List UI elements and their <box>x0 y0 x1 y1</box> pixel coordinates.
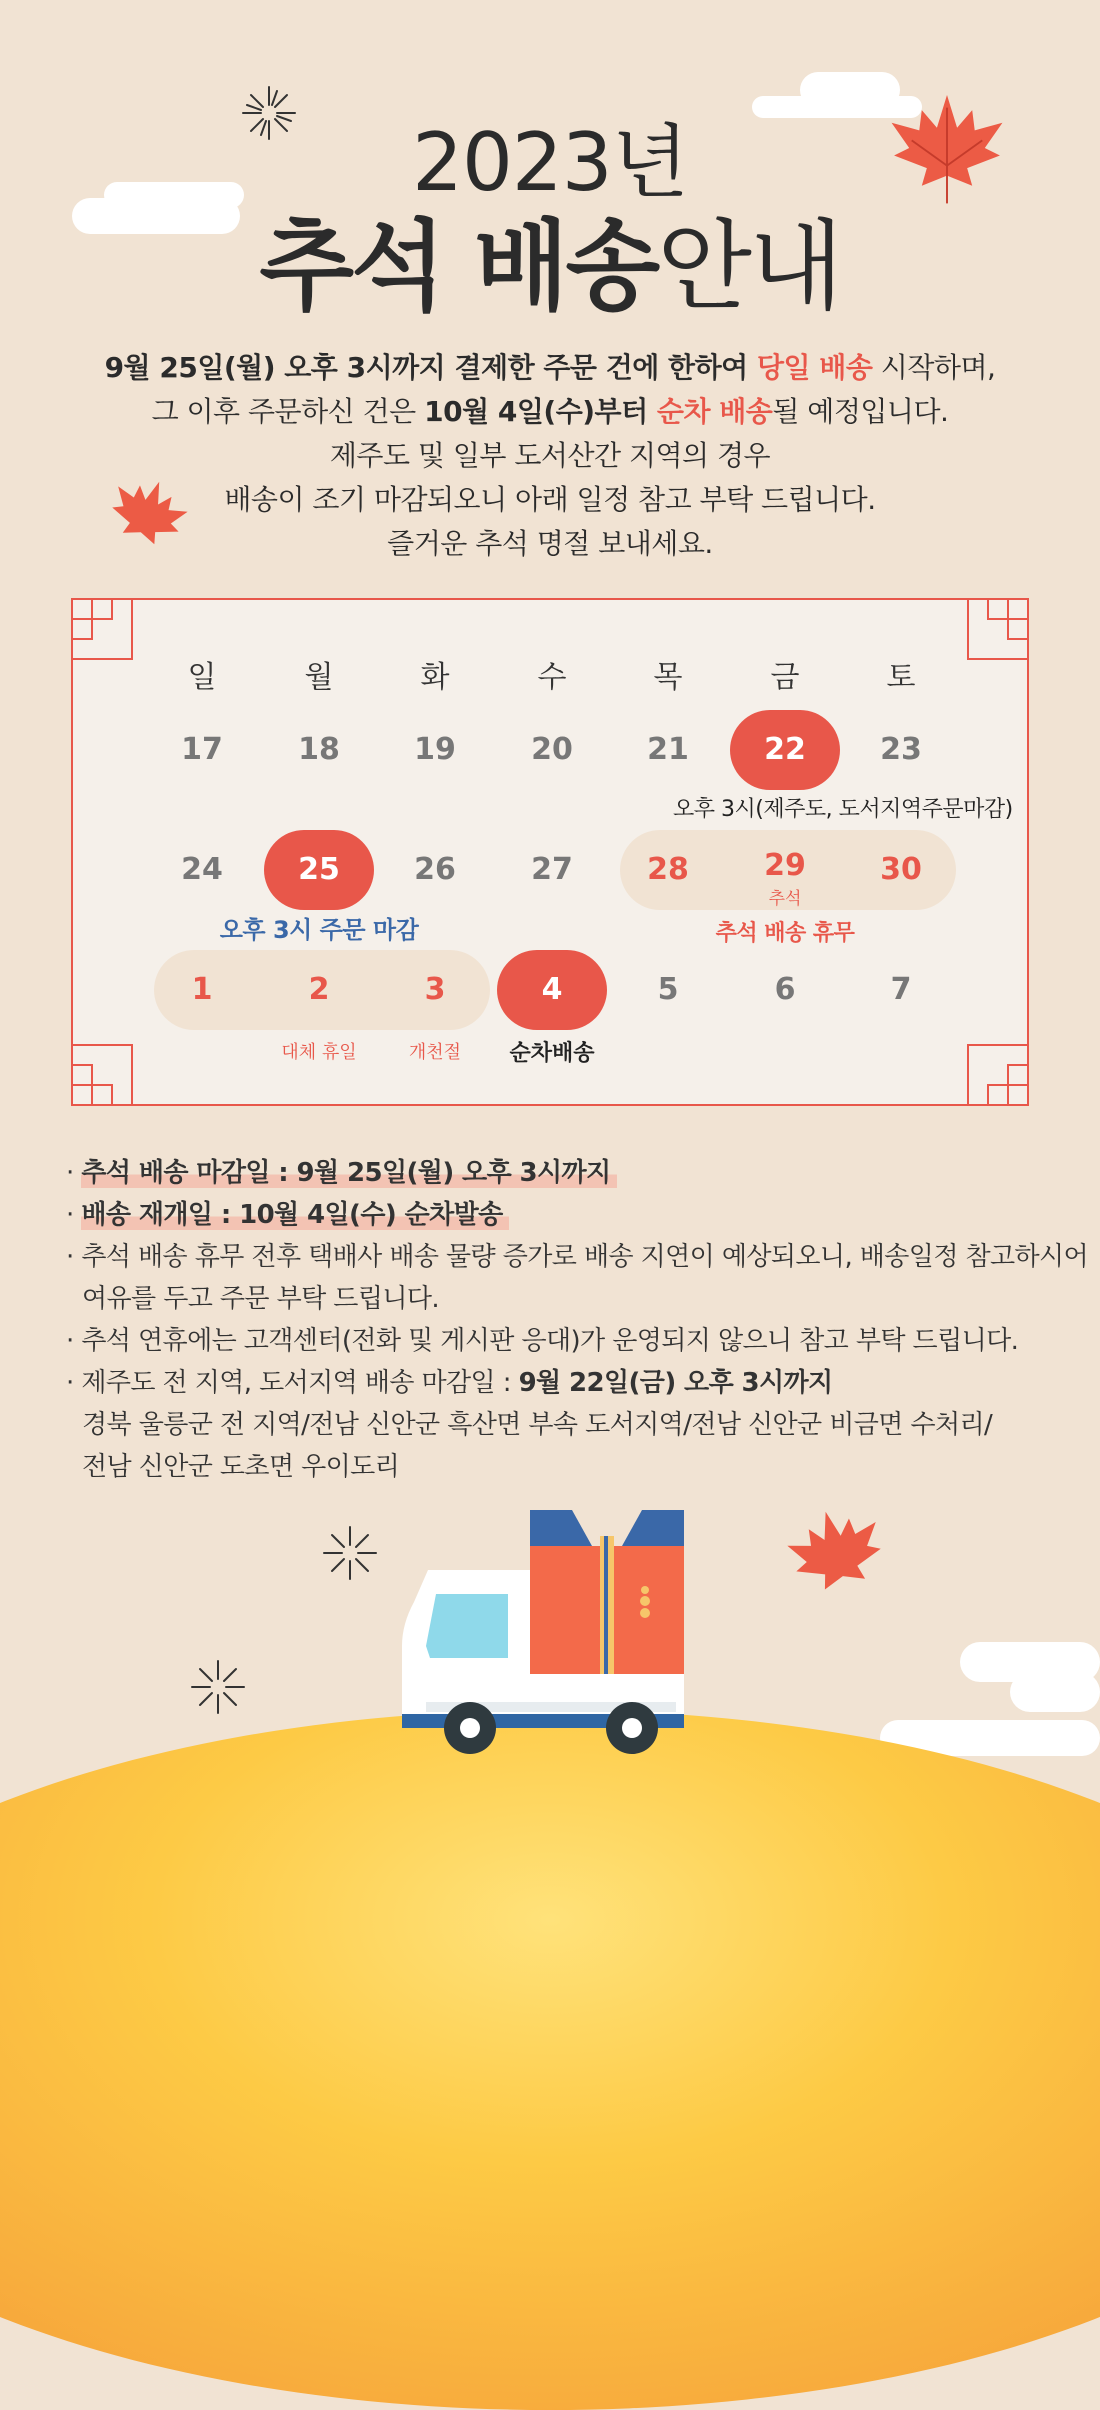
firework-icon <box>189 1658 247 1716</box>
hill-background <box>0 1710 1100 2410</box>
calendar-day-highlight: 25 <box>298 852 340 887</box>
bullet: · <box>66 1200 74 1230</box>
intro-l1-a: 9월 25일(월) 오후 3시까지 결제한 주문 건에 한하여 <box>104 351 757 384</box>
notice-item <box>66 1152 1046 1194</box>
intro-line-5: 즐거운 추석 명절 보내세요. <box>387 527 713 560</box>
note-jeju-deadline: 오후 3시(제주도, 도서지역주문마감) <box>673 797 1013 822</box>
note-chuseok: 추석 <box>768 889 802 909</box>
calendar-day: 21 <box>647 732 689 767</box>
calendar-day: 6 <box>774 972 796 1007</box>
note-sequential-delivery: 순차배송 <box>509 1041 595 1066</box>
intro-l2-b: 될 예정입니다. <box>772 395 949 428</box>
intro-l1-b: 시작하며, <box>872 351 996 384</box>
weekday-mon: 월 <box>304 660 334 695</box>
note-foundation-day: 개천절 <box>408 1042 462 1063</box>
calendar-day-holiday: 2 <box>308 972 330 1007</box>
notice-customer-center: 추석 연휴에는 고객센터(전화 및 게시판 응대)가 운영되지 않으니 참고 부탁 드립니다. <box>81 1326 1019 1356</box>
maple-leaf-icon <box>786 1506 890 1610</box>
notice-list <box>66 1152 1089 1488</box>
intro-line-2 <box>0 390 1100 434</box>
notice-delivery-resume: 배송 재개일 : 10월 4일(수) 순차발송 <box>81 1200 508 1230</box>
corner-ornament-icon <box>71 1044 133 1106</box>
calendar-day-highlight: 22 <box>764 732 806 767</box>
calendar <box>71 598 1029 1106</box>
cloud-icon <box>1010 1672 1100 1712</box>
calendar-day-holiday: 30 <box>880 852 922 887</box>
notice-jeju-deadline: 9월 22일(금) 오후 3시까지 <box>518 1368 833 1398</box>
intro-l2-bold: 10월 4일(수)부터 <box>424 395 657 428</box>
calendar-day: 26 <box>414 852 456 887</box>
notice-item <box>66 1236 1089 1278</box>
calendar-day-highlight: 4 <box>541 972 563 1007</box>
notice-item-cont: 경북 울릉군 전 지역/전남 신안군 흑산면 부속 도서지역/전남 신안군 비금면 수처리/ <box>82 1410 993 1440</box>
title-main-bold: 추석 배송 <box>259 210 658 324</box>
weekday-sat: 토 <box>886 660 916 695</box>
intro-line-1 <box>0 346 1100 390</box>
calendar-day: 18 <box>298 732 340 767</box>
weekday-tue: 화 <box>420 660 450 695</box>
note-order-deadline: 오후 3시 주문 마감 <box>219 916 419 944</box>
note-substitute-holiday: 대체 휴일 <box>281 1042 357 1063</box>
page-title <box>0 188 1100 329</box>
intro-l2-highlight: 순차 배송 <box>656 395 773 428</box>
intro-l1-highlight: 당일 배송 <box>756 351 873 384</box>
calendar-day: 5 <box>657 972 679 1007</box>
notice-item <box>66 1362 1046 1404</box>
firework-icon <box>321 1524 379 1582</box>
intro-l2-a: 그 이후 주문하신 건은 <box>151 395 425 428</box>
intro-line-3: 제주도 및 일부 도서산간 지역의 경우 <box>329 439 771 472</box>
weekday-fri: 금 <box>770 660 800 695</box>
calendar-day: 27 <box>531 852 573 887</box>
bullet: · <box>66 1326 74 1356</box>
delivery-truck-icon <box>396 1506 696 1756</box>
calendar-day: 24 <box>181 852 223 887</box>
weekday-sun: 일 <box>187 660 217 695</box>
corner-ornament-icon <box>71 598 133 660</box>
weekday-thu: 목 <box>653 660 683 695</box>
bullet: · <box>66 1158 74 1188</box>
notice-jeju-a: 제주도 전 지역, 도서지역 배송 마감일 : <box>81 1368 519 1398</box>
notice-item <box>66 1194 1046 1236</box>
corner-ornament-icon <box>967 598 1029 660</box>
calendar-day-holiday: 28 <box>647 852 689 887</box>
notice-item <box>66 1320 1046 1362</box>
gift-box-icon <box>530 1510 684 1674</box>
calendar-day: 7 <box>890 972 912 1007</box>
calendar-day-holiday: 29 <box>764 848 806 883</box>
bullet: · <box>66 1368 74 1398</box>
note-holiday: 추석 배송 휴무 <box>715 921 855 946</box>
bullet: · <box>66 1242 74 1272</box>
calendar-day: 17 <box>181 732 223 767</box>
weekday-wed: 수 <box>537 660 567 695</box>
title-year: 2023년 <box>412 116 688 209</box>
intro-line-4: 배송이 조기 마감되오니 아래 일정 참고 부탁 드립니다. <box>224 483 876 516</box>
notice-delivery-deadline: 추석 배송 마감일 : 9월 25일(월) 오후 3시까지 <box>81 1158 616 1188</box>
calendar-day: 20 <box>531 732 573 767</box>
calendar-day-holiday: 1 <box>191 972 213 1007</box>
calendar-day: 23 <box>880 732 922 767</box>
notice-delay: 추석 배송 휴무 전후 택배사 배송 물량 증가로 배송 지연이 예상되오니, 배송일정 참고하시어 <box>81 1242 1089 1272</box>
corner-ornament-icon <box>967 1044 1029 1106</box>
notice-item-cont: 전남 신안군 도초면 우이도리 <box>82 1452 400 1482</box>
intro-text <box>0 346 1100 566</box>
calendar-day: 19 <box>414 732 456 767</box>
calendar-day-holiday: 3 <box>424 972 446 1007</box>
title-main-light: 안내 <box>657 210 841 324</box>
notice-item-cont: 여유를 두고 주문 부탁 드립니다. <box>82 1284 440 1314</box>
